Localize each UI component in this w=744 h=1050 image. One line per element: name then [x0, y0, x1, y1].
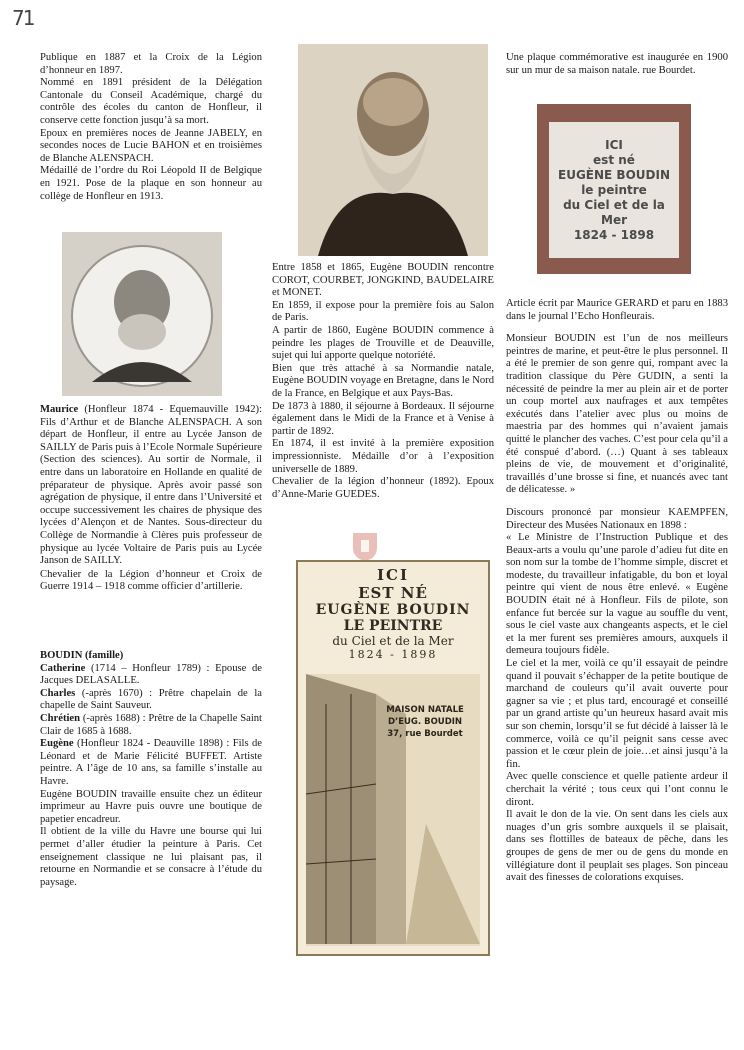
caption-line: 37, rue Bourdet — [387, 729, 463, 739]
eugene-boudin-portrait-photo — [298, 44, 488, 256]
boudin-entry — [40, 663, 262, 688]
boudin-entry — [40, 738, 262, 788]
paragraph: Publique en 1887 et la Croix de la Légion d’honneur en 1897. — [40, 52, 262, 76]
entry-text: (-après 1670) : Prêtre chapelain de la chapelle de Saint Sauveur. — [40, 687, 262, 712]
entry-text: (-après 1688) : Prêtre de la Chapelle Saint Clair de 1685 à 1688. — [40, 712, 262, 737]
maurice-portrait-photo — [62, 232, 222, 396]
paragraph: En 1874, il est invité à la première exposition impressionniste. Médaille d’or à l’exposition universelle de 1889. — [272, 438, 494, 475]
paragraph: De 1873 à 1880, il séjourne à Bordeaux. Il séjourne également dans le Midi de la France et à Venise à partir de 1892. — [272, 400, 494, 437]
sketch-caption — [382, 704, 468, 740]
entry-name: Catherine — [40, 662, 86, 674]
paragraph: En 1859, il expose pour la première fois au Salon de Paris. — [272, 299, 494, 324]
column-1-maurice — [40, 404, 262, 594]
maurice-name: Maurice — [40, 404, 79, 415]
paragraph: Le ciel et la mer, voilà ce qu’il essayait de peindre quand il pouvait s’échapper de la petite boutique de marchand de couleurs qu’il avait ouverte pour gagner sa vie ; et plus tard, encouragé et conseillé par un grand artiste qu’un heureux hasard avait mis sur son chemin, lorsqu’il se fut décidé à laisser là le commerce, voilà ce qu’il peignit sans cesse avec passion et le cœur plein de joie…et ainsi jusqu’à la fin. — [506, 658, 728, 770]
entry-name: Charles — [40, 687, 76, 699]
column-1-top — [40, 52, 262, 203]
plaque-line: 1824 - 1898 — [348, 648, 438, 661]
paragraph: Avec quelle conscience et quelle patiente ardeur il cherchait la vérité ; tous ceux qui l’ont connu le diront. — [506, 771, 728, 808]
plaque-line: LE PEINTRE — [343, 618, 443, 634]
paragraph: A partir de 1860, Eugène BOUDIN commence à peindre les plages de Trouville et de Deauville, sujet qui lui apporte quelque notoriété. — [272, 324, 494, 362]
plaque-line: le peintre — [581, 182, 647, 197]
paragraph: Nommé en 1891 président de la Délégation Cantonale du Conseil Académique, chargé du contrôle des écoles du canton de Honfleur, il conserve cette fonction jusqu’à sa mort. — [40, 77, 262, 126]
street-sketch-illustration — [306, 674, 480, 946]
article-quote: Monsieur BOUDIN est l’un de nos meilleurs peintres de marine, et peut-être le plus personnel. Il a été le premier de son genre qui, rompant avec la tradition classique du Père GUDIN, a senti la nécessité de peindre la mer au plein air et de porter un coup mortel aux naufrages et aux tempêtes exécutés dans l’atelier avec plus ou moins de maestria par des hommes qui n’avaient jamais quitté le plancher des vaches. C’est pour cela qu’il a été conspué d’abord. (…) Quant à ses tableaux pleins de vie, de mouvement et d’originalité, travaillés d’une brosse si fine, et nuancés avec tant de délicatesse. » — [506, 333, 728, 496]
plaque-line: est né — [593, 152, 635, 167]
commemorative-plaque-photo — [537, 104, 691, 274]
paragraph: Eugène BOUDIN travaille ensuite chez un éditeur imprimeur au Havre puis ouvre une boutique de papetier encadreur. — [40, 788, 262, 825]
paragraph: Entre 1858 et 1865, Eugène BOUDIN rencontre COROT, COURBET, JONGKIND, BAUDELAIRE et MONET. — [272, 262, 494, 299]
paragraph: Chevalier de la légion d’honneur (1892). Epoux d’Anne-Marie GUEDES. — [272, 476, 494, 500]
column-3 — [506, 298, 728, 885]
plaque-line: EUGÈNE BOUDIN — [558, 167, 670, 182]
plaque-surface — [549, 122, 679, 258]
paragraph: Il avait le don de la vie. On sent dans les ciels aux nuages d’un gris sombre auxquels il se plaisait, dans ses flottilles de bateaux de pêche, dans les groupes de gens de mer ou de gens du monde en villégiature dont il peuplait ses plages. Son pinceau avait des finesses de colorations exquises. — [506, 809, 728, 884]
maurice-honours: Chevalier de la Légion d’honneur et Croix de Guerre 1914 – 1918 comme officier d’artillerie. — [40, 568, 262, 593]
paragraph: Epoux en premières noces de Jeanne JABELY, en secondes noces de Lucie BAHON et en troisièmes de Blanche ALENSPACH. — [40, 127, 262, 164]
plaque-line: ICI — [377, 566, 409, 584]
maurice-entry — [40, 404, 262, 568]
page-number: 71 — [12, 6, 34, 30]
plaque-line: 1824 - 1898 — [573, 227, 655, 242]
caption-line: MAISON NATALE — [386, 705, 464, 715]
honfleur-crest-icon — [352, 532, 378, 562]
plaque-line: EST NÉ — [358, 584, 428, 602]
boudin-entry — [40, 713, 262, 738]
speech-quote: « Le Ministre de l’Instruction Publique et des Beaux-arts a voulu qu’une parole d’adieu fut dite en son nom sur la tombe de l’homme simple, discret et modeste, du travailleur infatigable, du bon et loyal peintre qui vient de nous être enlevé. « Eugène BOUDIN était né à Honfleur. Fils de pilote, son enfance fut bercée sur la vague au souffle du vent, sous le ciel vaste aux changeants aspects, et le ciel et la mer furent ses premières amours, auxquels il demeura toujours fidèle. — [506, 532, 728, 657]
paragraph: Il obtient de la ville du Havre une bourse qui lui permet d’aller étudier la peinture à Paris. Cet enseignement classique ne lui plaisant pas, il retourne en Normandie et se consacre à l’étude du paysage. — [40, 826, 262, 888]
plaque-line: du Ciel et de la Mer — [563, 197, 665, 227]
column-3-intro — [506, 52, 728, 77]
boudin-heading — [40, 650, 262, 663]
boudin-heading-text: BOUDIN (famille) — [40, 650, 124, 661]
entry-text: (1714 – Honfleur 1789) : Epouse de Jacques DELASALLE. — [40, 662, 262, 687]
column-1-boudin — [40, 650, 262, 889]
birth-house-plaque-image — [296, 560, 490, 956]
plaque-line: du Ciel et de la Mer — [332, 634, 454, 648]
plaque-line: ICI — [605, 137, 623, 152]
paragraph: Médaillé de l’ordre du Roi Léopold II de Belgique en 1921. Pose de la plaque en son honneur au collège de Honfleur en 1913. — [40, 165, 262, 202]
speech-intro: Discours prononcé par monsieur KAEMPFEN, Directeur des Musées Nationaux en 1898 : — [506, 506, 728, 531]
entry-name: Chrétien — [40, 712, 81, 724]
boudin-entry — [40, 688, 262, 713]
maurice-text: (Honfleur 1874 - Equemauville 1942): Fils d’Arthur et de Blanche ALENSPACH. A son départ de Honfleur, il entre au Lycée Janson de SAILLY de Paris puis à l’Ecole Normale Supérieure (Section des sciences). Au sortir de Normale, il entre dans un laboratoire en Hollande en qualité de préparateur de physique. Après avoir passé son agrégation de physique, il entre dans l’Université et occupe successivement les chaires de physique des lycées d’Alençon et de Nantes. Sous-directeur du Collège de Normandie à Clères puis professeur de physique au lycée Voltaire de Paris puis au Lycée Janson de SAILLY. — [40, 404, 262, 567]
entry-name: Eugène — [40, 738, 74, 750]
plaque-line: EUGÈNE BOUDIN — [315, 602, 471, 618]
caption-line: D’EUG. BOUDIN — [387, 717, 463, 727]
column-2 — [272, 262, 494, 501]
entry-text: (Honfleur 1824 - Deauville 1898) : Fils de Léonard et de Marie Félicité BUFFET. Artiste peintre. A l’âge de 10 ans, sa famille s’installe au Havre. — [40, 738, 262, 787]
article-source: Article écrit par Maurice GERARD et paru en 1883 dans le journal l’Echo Honfleurais. — [506, 298, 728, 322]
paragraph: Une plaque commémorative est inaugurée en 1900 sur un mur de sa maison natale. rue Bourdet. — [506, 52, 728, 76]
paragraph: Bien que très attaché à sa Normandie natale, Eugène BOUDIN voyage en Bretagne, dans le Nord de la France, en Belgique et aux Pays-Bas. — [272, 362, 494, 399]
